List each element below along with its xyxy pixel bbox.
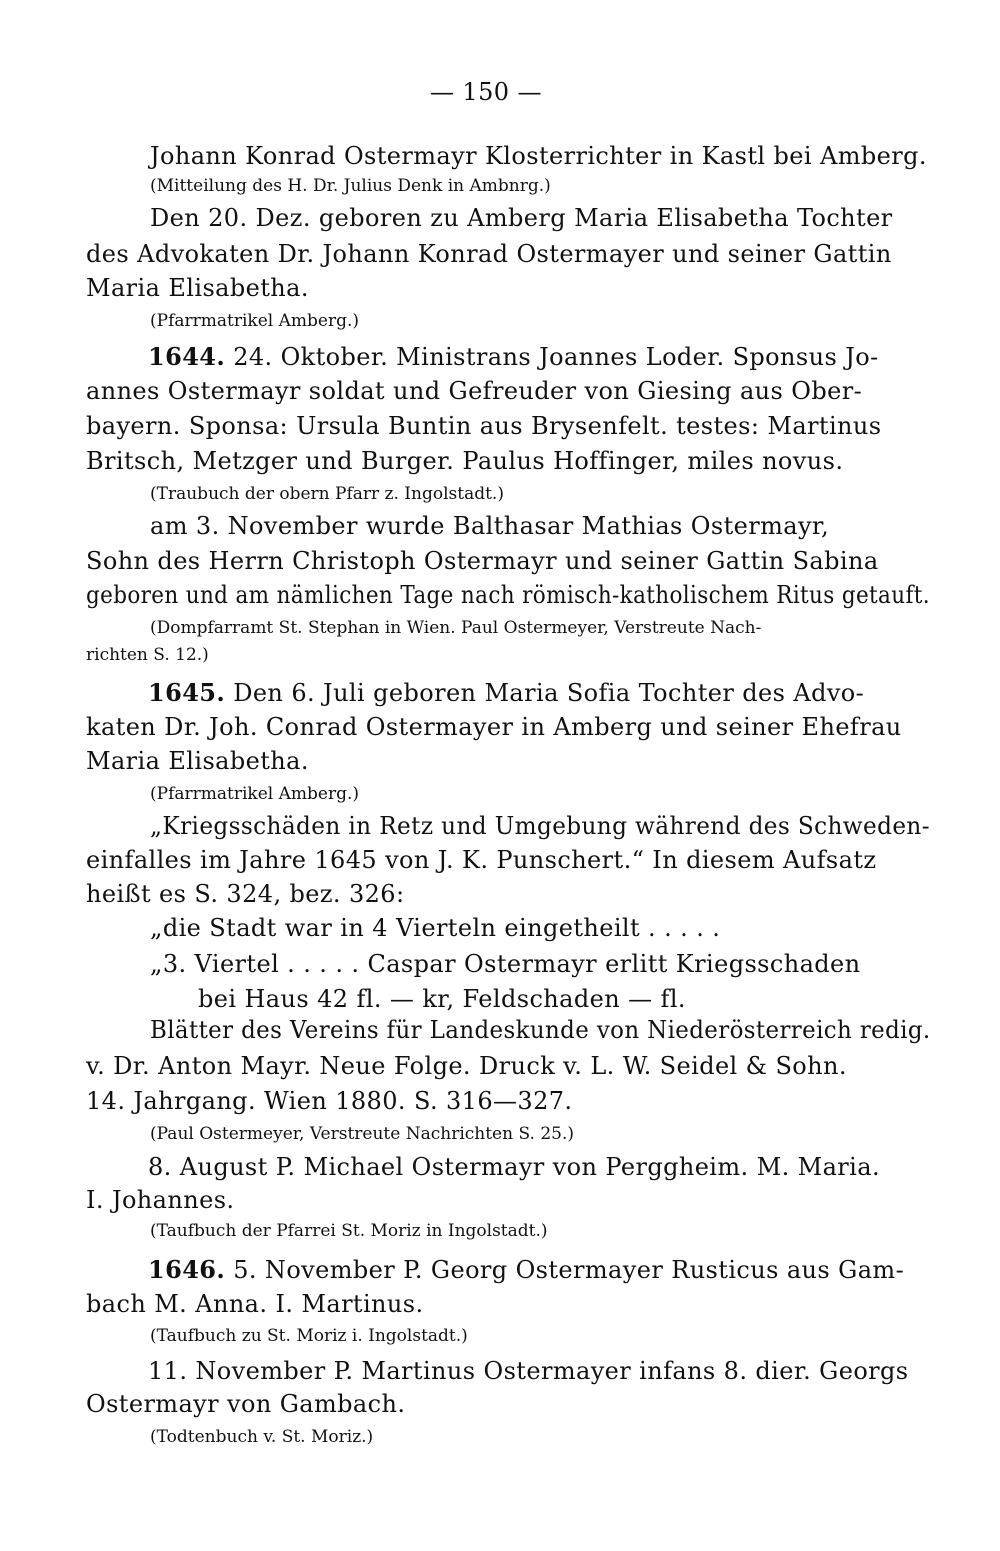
text-line: „Kriegsschäden in Retz und Umgebung während des Schweden-: [150, 812, 930, 840]
entry-text: Den 6. Juli geboren Maria Sofia Tochter des Advo-: [233, 679, 865, 707]
quoted-line: bei Haus 42 fl. — kr, Feldschaden — fl.: [198, 985, 686, 1013]
source-note: (Pfarrmatrikel Amberg.): [150, 311, 359, 331]
text-line: katen Dr. Joh. Conrad Ostermayer in Amberg und seiner Ehefrau: [86, 713, 902, 741]
text-line: Britsch, Metzger und Burger. Paulus Hoffinger, miles novus.: [86, 447, 844, 475]
text-line: v. Dr. Anton Mayr. Neue Folge. Druck v. L. W. Seidel & Sohn.: [86, 1052, 847, 1080]
source-note: (Pfarrmatrikel Amberg.): [150, 784, 359, 804]
text-line: 11. November P. Martinus Ostermayer infans 8. dier. Georgs: [148, 1357, 909, 1385]
text-line: annes Ostermayr soldat und Gefreuder von Giesing aus Ober-: [86, 377, 863, 405]
quoted-line: „die Stadt war in 4 Vierteln eingetheilt . . . . .: [150, 914, 721, 942]
year-heading: 1644.: [148, 342, 226, 371]
text-line: heißt es S. 324, bez. 326:: [86, 880, 405, 908]
source-note: (Traubuch der obern Pfarr z. Ingolstadt.): [150, 484, 504, 504]
source-note: (Taufbuch zu St. Moriz i. Ingolstadt.): [150, 1326, 468, 1346]
entry-text: 24. Oktober. Ministrans Joannes Loder. Sponsus Jo-: [233, 343, 879, 371]
text-line: des Advokaten Dr. Johann Konrad Ostermayer und seiner Gattin: [86, 240, 892, 268]
text-line: geboren und am nämlichen Tage nach römisch-katholischem Ritus getauft.: [86, 581, 930, 609]
text-line: [148, 1255, 904, 1284]
text-line: [148, 678, 864, 707]
text-line: Blätter des Vereins für Landeskunde von Niederösterreich redig.: [150, 1016, 931, 1044]
source-note: (Dompfarramt St. Stephan in Wien. Paul Ostermeyer, Verstreute Nach-: [150, 618, 762, 638]
quoted-line: „3. Viertel . . . . . Caspar Ostermayr erlitt Kriegsschaden: [150, 950, 861, 978]
text-line: 8. August P. Michael Ostermayr von Perggheim. M. Maria.: [148, 1153, 880, 1181]
text-line: Johann Konrad Ostermayr Klosterrichter in Kastl bei Amberg.: [150, 142, 927, 170]
page-number: — 150 —: [430, 78, 542, 106]
text-line: I. Johannes.: [86, 1186, 235, 1214]
text-line: einfalles im Jahre 1645 von J. K. Punschert.“ In diesem Aufsatz: [86, 846, 877, 874]
text-line: 14. Jahrgang. Wien 1880. S. 316—327.: [86, 1087, 573, 1115]
text-line: Maria Elisabetha.: [86, 274, 309, 302]
text-line: [148, 342, 879, 371]
text-line: Maria Elisabetha.: [86, 747, 309, 775]
text-line: Ostermayr von Gambach.: [86, 1390, 406, 1418]
source-note: (Taufbuch der Pfarrei St. Moriz in Ingolstadt.): [150, 1221, 548, 1241]
source-note: (Paul Ostermeyer, Verstreute Nachrichten S. 25.): [150, 1124, 574, 1144]
source-note: (Todtenbuch v. St. Moriz.): [150, 1427, 374, 1447]
entry-text: 5. November P. Georg Ostermayer Rusticus aus Gam-: [233, 1256, 905, 1284]
text-line: bayern. Sponsa: Ursula Buntin aus Brysenfelt. testes: Martinus: [86, 412, 882, 440]
text-line: bach M. Anna. I. Martinus.: [86, 1290, 424, 1318]
text-line: Sohn des Herrn Christoph Ostermayr und seiner Gattin Sabina: [86, 547, 879, 575]
source-note: richten S. 12.): [86, 645, 209, 665]
text-line: Den 20. Dez. geboren zu Amberg Maria Elisabetha Tochter: [150, 204, 893, 232]
year-heading: 1646.: [148, 1255, 226, 1284]
year-heading: 1645.: [148, 678, 226, 707]
text-line: am 3. November wurde Balthasar Mathias Ostermayr,: [150, 512, 830, 540]
source-note: (Mitteilung des H. Dr. Julius Denk in Ambnrg.): [150, 176, 551, 196]
